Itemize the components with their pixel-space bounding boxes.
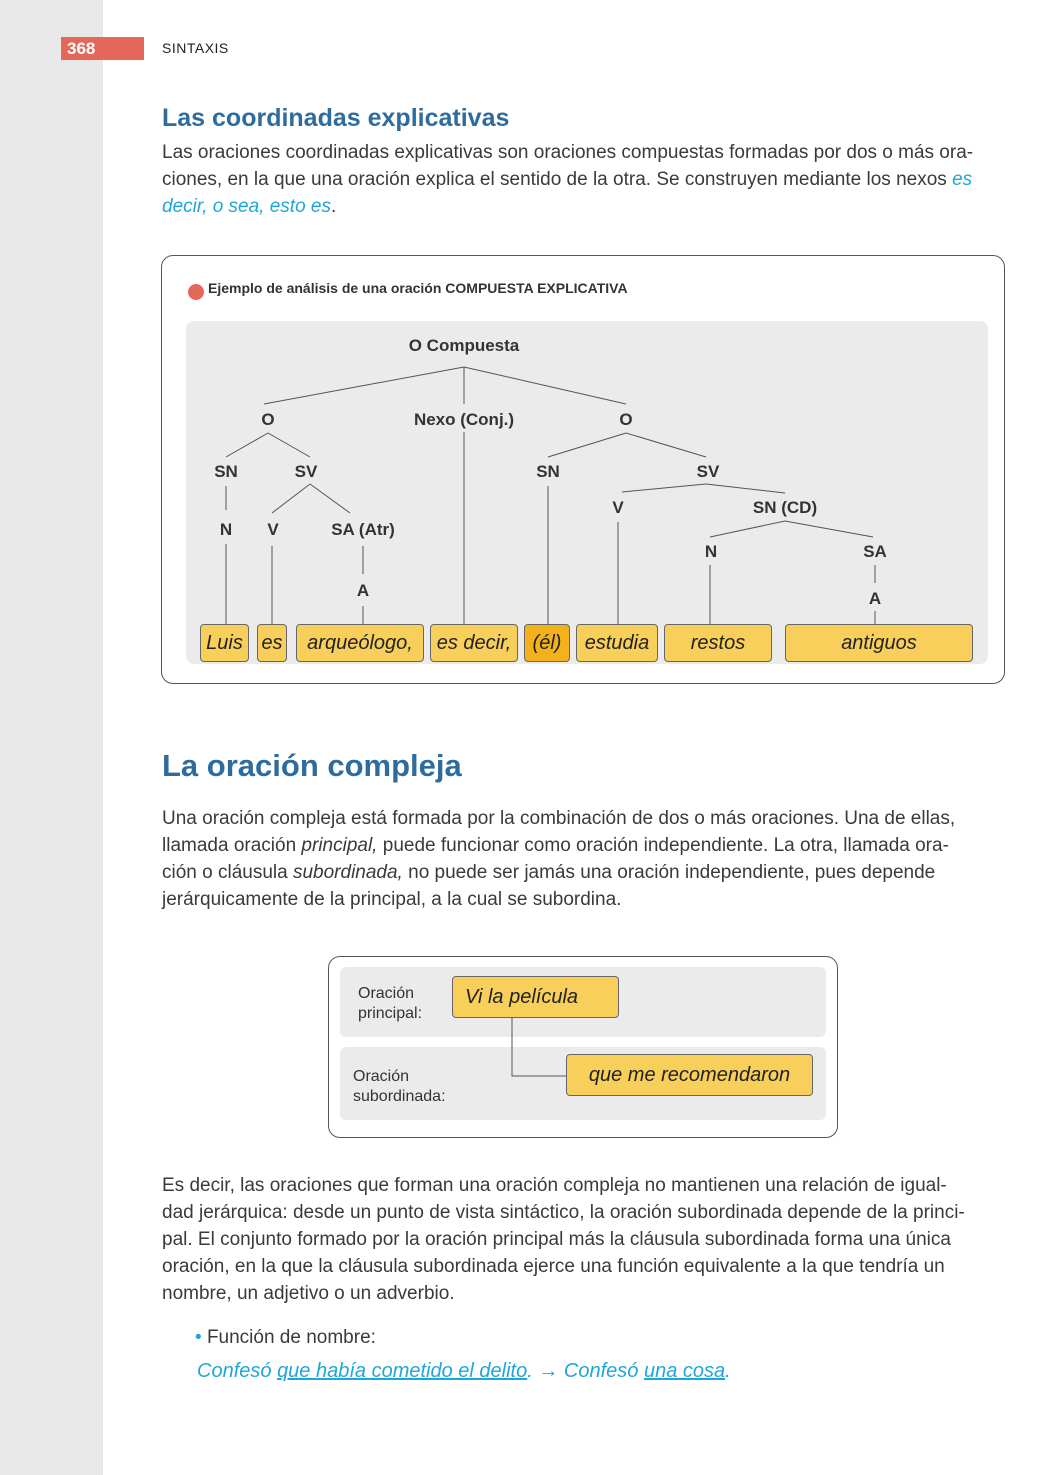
text-line: oración, en la que la cláusula subordinada ejerce una función equivalente a la que tendría un: [162, 1256, 945, 1277]
word-box: arqueólogo,: [296, 624, 424, 662]
label-line: Oración: [358, 985, 415, 1002]
explanation-paragraph: [162, 1172, 1007, 1307]
example-underlined: que había cometido el delito: [277, 1360, 528, 1382]
tree-node-root: O Compuesta: [408, 336, 520, 355]
text-line: jerárquicamente de la principal, a la cual se subordina.: [162, 889, 622, 910]
word-box: Luis: [200, 624, 249, 662]
example-span: . → Confesó: [527, 1360, 644, 1382]
example-span: Confesó: [197, 1360, 278, 1382]
nexo-highlight: es: [952, 169, 973, 190]
text-span: llamada oración: [162, 835, 302, 856]
word-box: estudia: [576, 624, 658, 662]
tree-node-sa-atr: SA (Atr): [331, 520, 395, 539]
subordinada-label: [353, 1067, 446, 1107]
tree-node-v2: V: [612, 498, 624, 517]
tree-node-sa2: SA: [863, 542, 887, 561]
example-span: .: [725, 1360, 731, 1382]
word-box: es decir,: [430, 624, 518, 662]
text-span: no puede ser jamás una oración independiente, pues depende: [402, 862, 936, 883]
label-line: subordinada:: [353, 1088, 446, 1105]
text-span: .: [331, 196, 337, 217]
text-span: subordinada,: [292, 862, 403, 883]
tree-node-sn1: SN: [214, 462, 238, 481]
nexo-highlight: decir, o sea, esto es: [162, 196, 331, 217]
example-box-title: Ejemplo de análisis de una oración COMPUESTA EXPLICATIVA: [208, 280, 628, 296]
principal-label: [358, 984, 422, 1024]
compleja-paragraph: [162, 805, 1007, 913]
example-sentence: [197, 1360, 731, 1383]
text-span: principal,: [301, 835, 378, 856]
tree-node-n1: N: [219, 520, 233, 539]
tree-node-o1: O: [261, 410, 275, 429]
tree-node-sv2: SV: [696, 462, 720, 481]
page-number: 368: [61, 37, 144, 60]
tree-node-a1: A: [356, 581, 370, 600]
text-line: nombre, un adjetivo o un adverbio.: [162, 1283, 455, 1304]
bullet-text: Función de nombre:: [206, 1327, 376, 1348]
text-line: pal. El conjunto formado por la oración principal más la cláusula subordinada forma una única: [162, 1229, 951, 1250]
running-head: SINTAXIS: [162, 40, 229, 56]
section-title-compleja: La oración compleja: [162, 748, 462, 783]
text-line: Las oraciones coordinadas explicativas son oraciones compuestas formadas por dos o más ora-: [162, 142, 974, 163]
tree-node-nexo: Nexo (Conj.): [413, 410, 515, 429]
text-span: puede funcionar como oración independiente. La otra, llamada ora-: [377, 835, 949, 856]
text-line: Una oración compleja está formada por la combinación de dos o más oraciones. Una de ellas,: [162, 808, 956, 829]
tree-node-sv1: SV: [294, 462, 318, 481]
tree-node-sn2: SN: [536, 462, 560, 481]
word-box: antiguos: [785, 624, 973, 662]
word-box: restos: [664, 624, 772, 662]
word-box: (él): [524, 624, 570, 662]
label-line: Oración: [353, 1068, 410, 1085]
bullet-icon: •: [195, 1327, 207, 1348]
text-line: [162, 859, 1007, 886]
word-box: es: [257, 624, 287, 662]
text-span: ción o cláusula: [162, 862, 293, 883]
section-title-coordinadas: Las coordinadas explicativas: [162, 104, 510, 132]
function-bullet: [195, 1327, 376, 1349]
tree-node-n2: N: [704, 542, 718, 561]
tree-node-v1: V: [267, 520, 279, 539]
tree-node-a2: A: [868, 589, 882, 608]
text-line: [162, 832, 1007, 859]
text-line: Es decir, las oraciones que forman una oración compleja no mantienen una relación de igual-: [162, 1175, 947, 1196]
principal-clause-box: Vi la película: [452, 976, 619, 1018]
subordinate-clause-box: que me recomendaron: [566, 1054, 813, 1096]
text-span: ciones, en la que una oración explica el sentido de la otra. Se construyen mediante los nexos: [162, 169, 953, 190]
tree-node-sn-cd: SN (CD): [752, 498, 818, 517]
syntax-tree-lines: [0, 0, 1057, 700]
label-line: principal:: [358, 1005, 423, 1022]
tree-node-o2: O: [619, 410, 633, 429]
text-line: dad jerárquica: desde un punto de vista sintáctico, la oración subordinada depende de la princi-: [162, 1202, 965, 1223]
example-underlined: una cosa: [643, 1360, 726, 1382]
